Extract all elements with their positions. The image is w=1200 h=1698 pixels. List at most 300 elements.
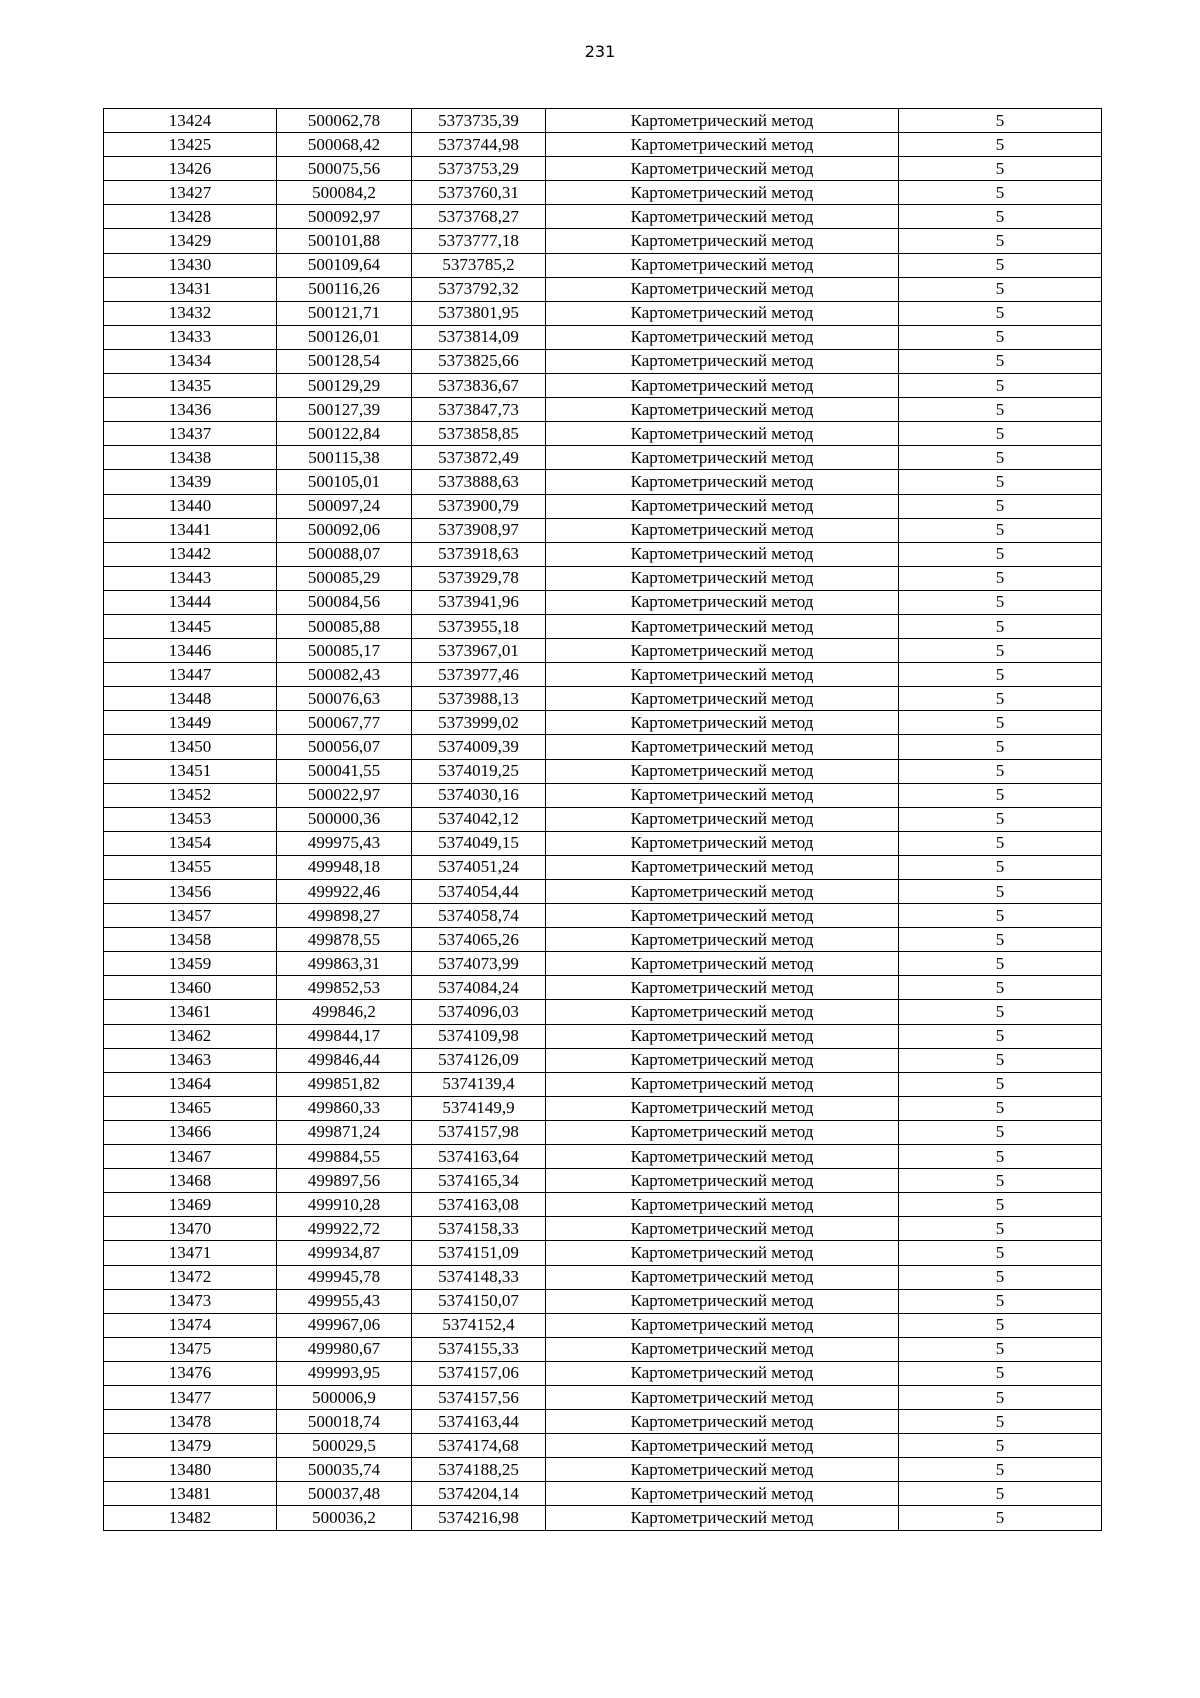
x-coordinate-cell: 500029,5 [277,1434,412,1458]
method-cell: Картометрический метод [546,976,899,1000]
x-coordinate-cell: 500006,9 [277,1385,412,1409]
table-row [104,952,1102,976]
point-number-cell: 13441 [104,518,277,542]
table-row [104,711,1102,735]
y-coordinate-cell: 5374084,24 [412,976,546,1000]
point-number-cell: 13461 [104,1000,277,1024]
method-cell: Картометрический метод [546,325,899,349]
y-coordinate-cell: 5373872,49 [412,446,546,470]
method-cell: Картометрический метод [546,904,899,928]
point-number-cell: 13480 [104,1458,277,1482]
accuracy-cell: 5 [899,1024,1102,1048]
accuracy-cell: 5 [899,1434,1102,1458]
x-coordinate-cell: 499844,17 [277,1024,412,1048]
table-row [104,1506,1102,1530]
table-row [104,1265,1102,1289]
method-cell: Картометрический метод [546,1434,899,1458]
table-row [104,1000,1102,1024]
table-row [104,1193,1102,1217]
accuracy-cell: 5 [899,181,1102,205]
y-coordinate-cell: 5373785,2 [412,253,546,277]
accuracy-cell: 5 [899,880,1102,904]
table-row [104,1145,1102,1169]
x-coordinate-cell: 499897,56 [277,1169,412,1193]
point-number-cell: 13460 [104,976,277,1000]
method-cell: Картометрический метод [546,590,899,614]
y-coordinate-cell: 5374204,14 [412,1482,546,1506]
y-coordinate-cell: 5374126,09 [412,1048,546,1072]
table-row [104,976,1102,1000]
x-coordinate-cell: 500075,56 [277,157,412,181]
method-cell: Картометрический метод [546,470,899,494]
x-coordinate-cell: 499910,28 [277,1193,412,1217]
method-cell: Картометрический метод [546,301,899,325]
y-coordinate-cell: 5374051,24 [412,855,546,879]
table-row [104,639,1102,663]
point-number-cell: 13456 [104,880,277,904]
y-coordinate-cell: 5373768,27 [412,205,546,229]
accuracy-cell: 5 [899,325,1102,349]
accuracy-cell: 5 [899,253,1102,277]
point-number-cell: 13458 [104,928,277,952]
y-coordinate-cell: 5373825,66 [412,349,546,373]
accuracy-cell: 5 [899,1458,1102,1482]
table-row [104,518,1102,542]
y-coordinate-cell: 5374049,15 [412,831,546,855]
table-row [104,1096,1102,1120]
table-row [104,783,1102,807]
accuracy-cell: 5 [899,639,1102,663]
y-coordinate-cell: 5374165,34 [412,1169,546,1193]
accuracy-cell: 5 [899,976,1102,1000]
accuracy-cell: 5 [899,1145,1102,1169]
y-coordinate-cell: 5373918,63 [412,542,546,566]
coordinates-table-body [104,109,1102,1531]
y-coordinate-cell: 5373888,63 [412,470,546,494]
point-number-cell: 13437 [104,422,277,446]
y-coordinate-cell: 5374030,16 [412,783,546,807]
y-coordinate-cell: 5374152,4 [412,1313,546,1337]
y-coordinate-cell: 5373929,78 [412,566,546,590]
x-coordinate-cell: 500129,29 [277,374,412,398]
x-coordinate-cell: 499898,27 [277,904,412,928]
coordinates-table [103,108,1102,1531]
point-number-cell: 13468 [104,1169,277,1193]
x-coordinate-cell: 500037,48 [277,1482,412,1506]
method-cell: Картометрический метод [546,1193,899,1217]
y-coordinate-cell: 5373814,09 [412,325,546,349]
y-coordinate-cell: 5374073,99 [412,952,546,976]
table-row [104,1337,1102,1361]
point-number-cell: 13477 [104,1385,277,1409]
point-number-cell: 13428 [104,205,277,229]
x-coordinate-cell: 500041,55 [277,759,412,783]
point-number-cell: 13463 [104,1048,277,1072]
accuracy-cell: 5 [899,904,1102,928]
point-number-cell: 13448 [104,687,277,711]
accuracy-cell: 5 [899,855,1102,879]
method-cell: Картометрический метод [546,663,899,687]
point-number-cell: 13479 [104,1434,277,1458]
point-number-cell: 13440 [104,494,277,518]
table-row [104,663,1102,687]
point-number-cell: 13465 [104,1096,277,1120]
table-row [104,157,1102,181]
accuracy-cell: 5 [899,663,1102,687]
x-coordinate-cell: 500097,24 [277,494,412,518]
table-row [104,301,1102,325]
method-cell: Картометрический метод [546,446,899,470]
point-number-cell: 13452 [104,783,277,807]
method-cell: Картометрический метод [546,831,899,855]
table-row [104,349,1102,373]
table-row [104,1410,1102,1434]
accuracy-cell: 5 [899,1193,1102,1217]
table-row [104,133,1102,157]
accuracy-cell: 5 [899,542,1102,566]
x-coordinate-cell: 499975,43 [277,831,412,855]
point-number-cell: 13450 [104,735,277,759]
method-cell: Картометрический метод [546,1072,899,1096]
method-cell: Картометрический метод [546,1337,899,1361]
point-number-cell: 13427 [104,181,277,205]
method-cell: Картометрический метод [546,494,899,518]
table-row [104,1313,1102,1337]
accuracy-cell: 5 [899,928,1102,952]
y-coordinate-cell: 5373792,32 [412,277,546,301]
table-row [104,566,1102,590]
y-coordinate-cell: 5374157,06 [412,1361,546,1385]
point-number-cell: 13464 [104,1072,277,1096]
y-coordinate-cell: 5374216,98 [412,1506,546,1530]
table-row [104,1024,1102,1048]
accuracy-cell: 5 [899,157,1102,181]
method-cell: Картометрический метод [546,1361,899,1385]
y-coordinate-cell: 5374065,26 [412,928,546,952]
y-coordinate-cell: 5374139,4 [412,1072,546,1096]
point-number-cell: 13438 [104,446,277,470]
point-number-cell: 13482 [104,1506,277,1530]
accuracy-cell: 5 [899,1241,1102,1265]
method-cell: Картометрический метод [546,639,899,663]
point-number-cell: 13443 [104,566,277,590]
accuracy-cell: 5 [899,1313,1102,1337]
accuracy-cell: 5 [899,1048,1102,1072]
accuracy-cell: 5 [899,1385,1102,1409]
point-number-cell: 13451 [104,759,277,783]
method-cell: Картометрический метод [546,229,899,253]
point-number-cell: 13431 [104,277,277,301]
y-coordinate-cell: 5373977,46 [412,663,546,687]
method-cell: Картометрический метод [546,1385,899,1409]
y-coordinate-cell: 5373777,18 [412,229,546,253]
table-row [104,374,1102,398]
x-coordinate-cell: 500056,07 [277,735,412,759]
y-coordinate-cell: 5374058,74 [412,904,546,928]
accuracy-cell: 5 [899,1000,1102,1024]
accuracy-cell: 5 [899,1265,1102,1289]
y-coordinate-cell: 5374188,25 [412,1458,546,1482]
method-cell: Картометрический метод [546,952,899,976]
point-number-cell: 13442 [104,542,277,566]
method-cell: Картометрический метод [546,1145,899,1169]
method-cell: Картометрический метод [546,133,899,157]
y-coordinate-cell: 5374163,08 [412,1193,546,1217]
point-number-cell: 13478 [104,1410,277,1434]
accuracy-cell: 5 [899,1169,1102,1193]
accuracy-cell: 5 [899,109,1102,133]
point-number-cell: 13444 [104,590,277,614]
table-row [104,1241,1102,1265]
table-row [104,759,1102,783]
accuracy-cell: 5 [899,494,1102,518]
table-row [104,807,1102,831]
table-row [104,422,1102,446]
x-coordinate-cell: 500035,74 [277,1458,412,1482]
table-row [104,1458,1102,1482]
method-cell: Картометрический метод [546,542,899,566]
method-cell: Картометрический метод [546,181,899,205]
point-number-cell: 13447 [104,663,277,687]
method-cell: Картометрический метод [546,422,899,446]
y-coordinate-cell: 5373988,13 [412,687,546,711]
method-cell: Картометрический метод [546,855,899,879]
table-row [104,904,1102,928]
method-cell: Картометрический метод [546,566,899,590]
x-coordinate-cell: 500084,56 [277,590,412,614]
table-row [104,614,1102,638]
y-coordinate-cell: 5373908,97 [412,518,546,542]
x-coordinate-cell: 500018,74 [277,1410,412,1434]
method-cell: Картометрический метод [546,398,899,422]
x-coordinate-cell: 500076,63 [277,687,412,711]
y-coordinate-cell: 5373744,98 [412,133,546,157]
table-row [104,542,1102,566]
accuracy-cell: 5 [899,807,1102,831]
point-number-cell: 13424 [104,109,277,133]
x-coordinate-cell: 500022,97 [277,783,412,807]
y-coordinate-cell: 5374054,44 [412,880,546,904]
point-number-cell: 13446 [104,639,277,663]
x-coordinate-cell: 500126,01 [277,325,412,349]
method-cell: Картометрический метод [546,253,899,277]
x-coordinate-cell: 500109,64 [277,253,412,277]
page-number: 231 [584,42,616,61]
accuracy-cell: 5 [899,783,1102,807]
accuracy-cell: 5 [899,205,1102,229]
y-coordinate-cell: 5374148,33 [412,1265,546,1289]
table-row [104,1120,1102,1144]
accuracy-cell: 5 [899,687,1102,711]
method-cell: Картометрический метод [546,807,899,831]
table-row [104,446,1102,470]
point-number-cell: 13475 [104,1337,277,1361]
y-coordinate-cell: 5374174,68 [412,1434,546,1458]
method-cell: Картометрический метод [546,1458,899,1482]
method-cell: Картометрический метод [546,759,899,783]
y-coordinate-cell: 5373760,31 [412,181,546,205]
x-coordinate-cell: 500092,97 [277,205,412,229]
point-number-cell: 13476 [104,1361,277,1385]
x-coordinate-cell: 499846,44 [277,1048,412,1072]
y-coordinate-cell: 5373900,79 [412,494,546,518]
table-row [104,1072,1102,1096]
y-coordinate-cell: 5374157,56 [412,1385,546,1409]
x-coordinate-cell: 500127,39 [277,398,412,422]
method-cell: Картометрический метод [546,735,899,759]
y-coordinate-cell: 5374096,03 [412,1000,546,1024]
point-number-cell: 13462 [104,1024,277,1048]
accuracy-cell: 5 [899,133,1102,157]
table-row [104,1385,1102,1409]
accuracy-cell: 5 [899,349,1102,373]
y-coordinate-cell: 5373999,02 [412,711,546,735]
accuracy-cell: 5 [899,374,1102,398]
x-coordinate-cell: 500085,29 [277,566,412,590]
table-row [104,855,1102,879]
x-coordinate-cell: 500092,06 [277,518,412,542]
method-cell: Картометрический метод [546,1024,899,1048]
table-row [104,928,1102,952]
method-cell: Картометрический метод [546,880,899,904]
accuracy-cell: 5 [899,1217,1102,1241]
x-coordinate-cell: 500068,42 [277,133,412,157]
x-coordinate-cell: 500085,17 [277,639,412,663]
table-row [104,1217,1102,1241]
table-row [104,398,1102,422]
y-coordinate-cell: 5373735,39 [412,109,546,133]
accuracy-cell: 5 [899,711,1102,735]
point-number-cell: 13481 [104,1482,277,1506]
accuracy-cell: 5 [899,1337,1102,1361]
method-cell: Картометрический метод [546,1120,899,1144]
x-coordinate-cell: 499955,43 [277,1289,412,1313]
table-row [104,253,1102,277]
method-cell: Картометрический метод [546,374,899,398]
table-row [104,325,1102,349]
point-number-cell: 13426 [104,157,277,181]
y-coordinate-cell: 5374109,98 [412,1024,546,1048]
method-cell: Картометрический метод [546,1169,899,1193]
method-cell: Картометрический метод [546,1506,899,1530]
y-coordinate-cell: 5374155,33 [412,1337,546,1361]
accuracy-cell: 5 [899,1072,1102,1096]
point-number-cell: 13429 [104,229,277,253]
method-cell: Картометрический метод [546,277,899,301]
x-coordinate-cell: 500000,36 [277,807,412,831]
x-coordinate-cell: 500116,26 [277,277,412,301]
method-cell: Картометрический метод [546,783,899,807]
accuracy-cell: 5 [899,1289,1102,1313]
method-cell: Картометрический метод [546,205,899,229]
accuracy-cell: 5 [899,1506,1102,1530]
accuracy-cell: 5 [899,446,1102,470]
method-cell: Картометрический метод [546,157,899,181]
method-cell: Картометрический метод [546,109,899,133]
point-number-cell: 13466 [104,1120,277,1144]
y-coordinate-cell: 5374019,25 [412,759,546,783]
x-coordinate-cell: 499871,24 [277,1120,412,1144]
point-number-cell: 13470 [104,1217,277,1241]
x-coordinate-cell: 499851,82 [277,1072,412,1096]
accuracy-cell: 5 [899,1361,1102,1385]
method-cell: Картометрический метод [546,1410,899,1434]
point-number-cell: 13445 [104,614,277,638]
accuracy-cell: 5 [899,277,1102,301]
point-number-cell: 13432 [104,301,277,325]
point-number-cell: 13472 [104,1265,277,1289]
point-number-cell: 13474 [104,1313,277,1337]
y-coordinate-cell: 5374042,12 [412,807,546,831]
point-number-cell: 13434 [104,349,277,373]
accuracy-cell: 5 [899,1482,1102,1506]
accuracy-cell: 5 [899,952,1102,976]
point-number-cell: 13457 [104,904,277,928]
method-cell: Картометрический метод [546,349,899,373]
y-coordinate-cell: 5373753,29 [412,157,546,181]
table-row [104,687,1102,711]
x-coordinate-cell: 500122,84 [277,422,412,446]
point-number-cell: 13425 [104,133,277,157]
table-row [104,1361,1102,1385]
y-coordinate-cell: 5374158,33 [412,1217,546,1241]
method-cell: Картометрический метод [546,1482,899,1506]
table-row [104,229,1102,253]
accuracy-cell: 5 [899,590,1102,614]
point-number-cell: 13435 [104,374,277,398]
x-coordinate-cell: 500128,54 [277,349,412,373]
x-coordinate-cell: 500082,43 [277,663,412,687]
y-coordinate-cell: 5373847,73 [412,398,546,422]
accuracy-cell: 5 [899,229,1102,253]
method-cell: Картометрический метод [546,1241,899,1265]
point-number-cell: 13436 [104,398,277,422]
method-cell: Картометрический метод [546,1048,899,1072]
method-cell: Картометрический метод [546,1217,899,1241]
y-coordinate-cell: 5374163,64 [412,1145,546,1169]
x-coordinate-cell: 499948,18 [277,855,412,879]
point-number-cell: 13455 [104,855,277,879]
y-coordinate-cell: 5373836,67 [412,374,546,398]
x-coordinate-cell: 499884,55 [277,1145,412,1169]
point-number-cell: 13430 [104,253,277,277]
point-number-cell: 13467 [104,1145,277,1169]
point-number-cell: 13454 [104,831,277,855]
accuracy-cell: 5 [899,566,1102,590]
point-number-cell: 13453 [104,807,277,831]
table-row [104,494,1102,518]
accuracy-cell: 5 [899,1120,1102,1144]
method-cell: Картометрический метод [546,1096,899,1120]
point-number-cell: 13433 [104,325,277,349]
y-coordinate-cell: 5373801,95 [412,301,546,325]
table-row [104,470,1102,494]
table-row [104,109,1102,133]
table-row [104,1434,1102,1458]
accuracy-cell: 5 [899,518,1102,542]
accuracy-cell: 5 [899,470,1102,494]
x-coordinate-cell: 499934,87 [277,1241,412,1265]
x-coordinate-cell: 499878,55 [277,928,412,952]
y-coordinate-cell: 5374150,07 [412,1289,546,1313]
y-coordinate-cell: 5374157,98 [412,1120,546,1144]
method-cell: Картометрический метод [546,711,899,735]
x-coordinate-cell: 500062,78 [277,109,412,133]
method-cell: Картометрический метод [546,928,899,952]
table-row [104,831,1102,855]
table-row [104,277,1102,301]
x-coordinate-cell: 499863,31 [277,952,412,976]
